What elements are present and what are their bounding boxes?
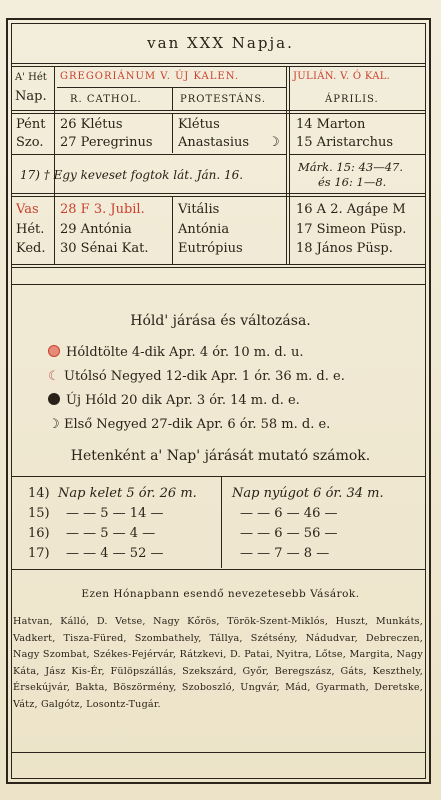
protestant-header: PROTESTÁNS. bbox=[180, 94, 267, 105]
sun-section-title: Hetenként a' Nap' járását mutató számok. bbox=[70, 448, 371, 464]
protestant-saint: Eutrópius bbox=[178, 241, 243, 256]
week-number: 15) bbox=[28, 506, 50, 521]
rule bbox=[11, 66, 426, 67]
column-divider bbox=[172, 88, 173, 110]
rule bbox=[11, 264, 426, 265]
catholic-saint: 29 Antónia bbox=[60, 222, 132, 237]
catholic-saint: 27 Peregrinus bbox=[60, 135, 153, 150]
catholic-header: R. CATHOL. bbox=[70, 94, 142, 105]
week-number: 17) bbox=[28, 546, 50, 561]
page-title: van XXX Napja. bbox=[147, 34, 294, 52]
julian-header: JULIÁN. V. Ó KAL. bbox=[293, 71, 391, 82]
week-number: 14) bbox=[28, 486, 50, 501]
fairs-list: Hatvan, Kálló, D. Vetse, Nagy Kőrös, Török-Szent-Miklós, Huszt, Munkáts, Vadkert, Tisza-Füred, Szombathely, Tállya, Szétsény, Nádudvar, Debreczen, Nagy Szombat, Székes-Fejérvár, Rátzkevi, D. Patai, Nyitra, Lőtse, Margita, Nagy Káta, Jász Kis-Ér, Fülöpszállás, Szekszárd, Győr, Beregszász, Gáts, Keszthely, Érsekújvár, Bakta, Böszörmény, Szoboszló, Ungvár, Mád, Gyarmath, Deretske, Vátz, Galgótz, Losontz-Tugár. bbox=[13, 616, 423, 710]
sunset-time: — — 7 — 8 — bbox=[240, 546, 330, 561]
column-divider bbox=[54, 66, 55, 264]
rule bbox=[11, 476, 426, 477]
catholic-saint: 28 F 3. Jubil. bbox=[60, 202, 145, 217]
column-divider bbox=[221, 476, 222, 568]
last-quarter-icon: ☾ bbox=[48, 369, 60, 384]
moon-phase-text: Utólsó Negyed 12-dik Apr. 1 ór. 36 m. d. e. bbox=[64, 369, 345, 384]
rule bbox=[11, 284, 426, 285]
rule bbox=[11, 267, 426, 268]
moon-phase-text: Új Hóld 20 dik Apr. 3 ór. 14 m. d. e. bbox=[66, 393, 300, 408]
moon-phase-text: Hóldtölte 4-dik Apr. 4 ór. 10 m. d. u. bbox=[66, 345, 304, 360]
sunrise-time: — — 4 — 52 — bbox=[66, 546, 164, 561]
julian-saint: 17 Simeon Püsp. bbox=[296, 222, 407, 237]
rule bbox=[11, 569, 426, 570]
rule bbox=[57, 87, 286, 88]
fairs-title: Ezen Hónapbann esendő nevezetesebb Vásárok. bbox=[81, 588, 360, 600]
first-quarter-icon: ☽ bbox=[48, 417, 60, 432]
julian-saint: 15 Aristarchus bbox=[296, 135, 393, 150]
gospel-reading: 17) † Egy keveset fogtok lát. Ján. 16. bbox=[20, 168, 244, 182]
rule bbox=[11, 113, 426, 114]
julian-month: ÁPRILIS. bbox=[325, 94, 379, 105]
weekday: Hét. bbox=[16, 222, 45, 237]
week-number: 16) bbox=[28, 526, 50, 541]
rule bbox=[11, 193, 426, 194]
julian-reading: Márk. 15: 43—47. bbox=[298, 160, 403, 174]
sunrise-time: — — 5 — 14 — bbox=[66, 506, 164, 521]
week-label: A' Hét bbox=[15, 72, 47, 83]
moon-quarter-icon: ☽ bbox=[268, 135, 280, 150]
new-moon-icon bbox=[48, 393, 60, 405]
moon-section-title: Hóld' járása és változása. bbox=[130, 313, 311, 329]
moon-phase-row bbox=[48, 417, 330, 432]
julian-saint: 18 János Püsp. bbox=[296, 241, 393, 256]
sunset-time: — — 6 — 56 — bbox=[240, 526, 338, 541]
column-divider bbox=[289, 66, 290, 264]
rule bbox=[11, 63, 426, 64]
moon-phase-row bbox=[48, 393, 300, 408]
weekday: Vas bbox=[16, 202, 39, 217]
gregorian-header: GREGORIÁNUM V. ÚJ KALEN. bbox=[60, 71, 239, 82]
column-divider bbox=[172, 196, 173, 264]
julian-saint: 14 Marton bbox=[296, 117, 366, 132]
moon-phase-row bbox=[48, 345, 303, 360]
column-divider bbox=[172, 113, 173, 153]
protestant-saint: Klétus bbox=[178, 117, 220, 132]
protestant-saint: Vitális bbox=[178, 202, 220, 217]
catholic-saint: 26 Klétus bbox=[60, 117, 123, 132]
rule bbox=[11, 752, 426, 753]
protestant-saint: Antónia bbox=[178, 222, 230, 237]
sunset-time: — — 6 — 46 — bbox=[240, 506, 338, 521]
rule bbox=[11, 154, 286, 155]
rule bbox=[11, 196, 426, 197]
column-divider bbox=[286, 66, 287, 264]
sunrise-time: — — 5 — 4 — bbox=[66, 526, 156, 541]
sunrise-time: Nap kelet 5 ór. 26 m. bbox=[58, 486, 197, 501]
full-moon-icon bbox=[48, 345, 60, 357]
weekday: Szo. bbox=[16, 135, 44, 150]
day-label: Nap. bbox=[15, 89, 47, 104]
moon-phase-row bbox=[48, 369, 345, 384]
moon-phase-text: Első Negyed 27-dik Apr. 6 ór. 58 m. d. e. bbox=[64, 417, 331, 432]
catholic-saint: 30 Sénai Kat. bbox=[60, 241, 149, 256]
protestant-saint: Anastasius bbox=[178, 135, 250, 150]
rule bbox=[11, 110, 426, 111]
rule bbox=[289, 154, 426, 155]
weekday: Ked. bbox=[16, 241, 46, 256]
julian-saint: 16 A 2. Agápe M bbox=[296, 202, 406, 217]
weekday: Pént bbox=[16, 117, 46, 132]
sunset-time: Nap nyúgot 6 ór. 34 m. bbox=[232, 486, 384, 501]
julian-reading: és 16: 1—8. bbox=[318, 175, 387, 189]
